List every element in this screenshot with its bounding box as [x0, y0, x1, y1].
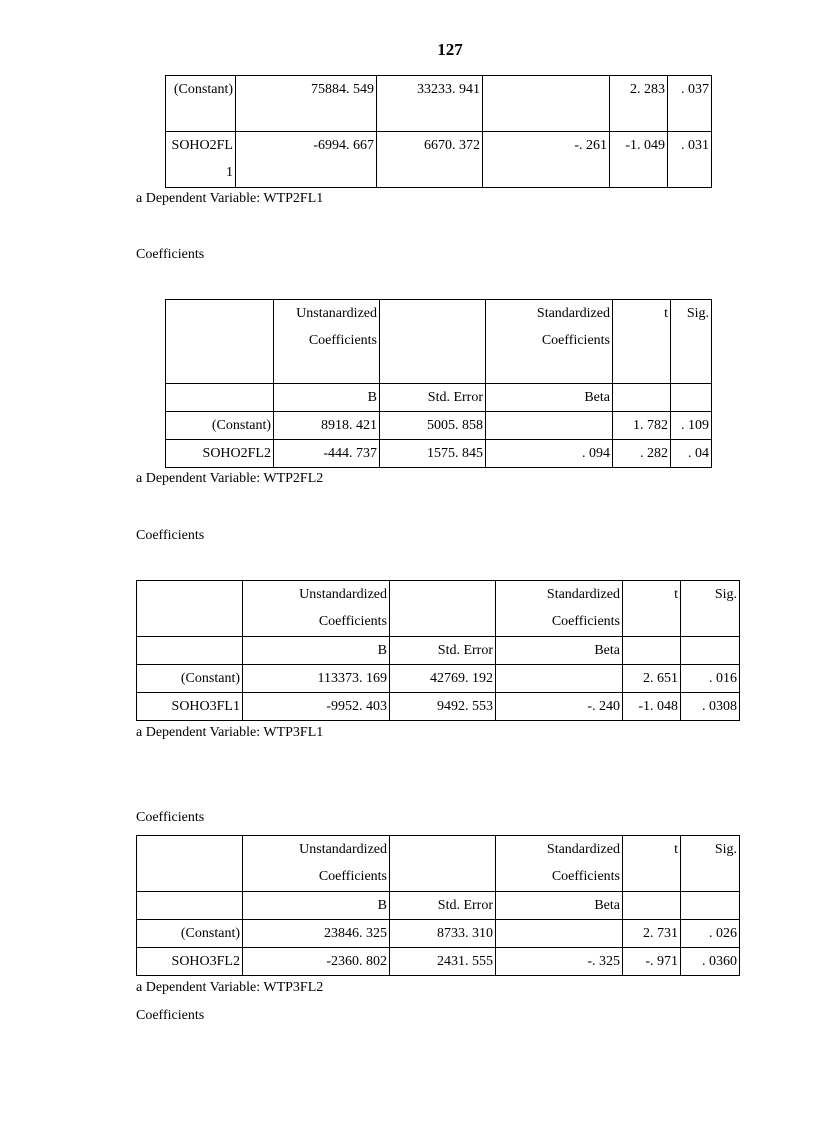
- table-row: [166, 440, 712, 468]
- header-beta: Beta: [496, 637, 623, 665]
- header-unstandardized: Unstandardized Coefficients: [243, 581, 390, 637]
- cell-b: -444. 737: [274, 440, 380, 468]
- cell-beta: -. 240: [496, 693, 623, 721]
- header-std-error: Std. Error: [390, 892, 496, 920]
- cell-sig: . 026: [681, 920, 740, 948]
- table-row: [166, 412, 712, 440]
- cell-std-error: 6670. 372: [377, 132, 483, 188]
- cell-sig: . 04: [671, 440, 712, 468]
- header-standardized: Standardized Coefficients: [496, 581, 623, 637]
- header-blank: [390, 836, 496, 892]
- header-blank: [671, 384, 712, 412]
- cell-t: . 282: [613, 440, 671, 468]
- cell-beta: [483, 76, 610, 132]
- cell-beta: [486, 412, 613, 440]
- header-blank: [613, 384, 671, 412]
- table-header-row: [166, 384, 712, 412]
- cell-b: 113373. 169: [243, 665, 390, 693]
- cell-sig: . 0308: [681, 693, 740, 721]
- row-label: (Constant): [166, 76, 236, 132]
- header-b: B: [274, 384, 380, 412]
- cell-std-error: 9492. 553: [390, 693, 496, 721]
- cell-b: -2360. 802: [243, 948, 390, 976]
- table-3-heading: Coefficients: [136, 528, 205, 543]
- table-header-row: [137, 836, 740, 892]
- coefficients-table-3: [136, 580, 740, 721]
- table-row: [166, 132, 712, 188]
- cell-std-error: 5005. 858: [380, 412, 486, 440]
- header-t: t: [623, 581, 681, 637]
- cell-sig: . 109: [671, 412, 712, 440]
- table-4-heading: Coefficients: [136, 810, 205, 825]
- header-standardized: Standardized Coefficients: [486, 300, 613, 384]
- table-row: [137, 693, 740, 721]
- table-row: [137, 920, 740, 948]
- row-label: SOHO2FL2: [166, 440, 274, 468]
- table-header-row: [137, 892, 740, 920]
- coefficients-table-4: [136, 835, 740, 976]
- header-sig: Sig.: [671, 300, 712, 384]
- row-label: SOHO2FL1: [166, 132, 236, 188]
- header-blank: [390, 581, 496, 637]
- cell-t: -1. 048: [623, 693, 681, 721]
- row-label: (Constant): [166, 412, 274, 440]
- cell-t: 2. 283: [610, 76, 668, 132]
- header-blank: [623, 637, 681, 665]
- header-sig: Sig.: [681, 581, 740, 637]
- cell-std-error: 33233. 941: [377, 76, 483, 132]
- header-unstandardized: Unstandardized Coefficients: [243, 836, 390, 892]
- header-beta: Beta: [496, 892, 623, 920]
- cell-sig: . 037: [668, 76, 712, 132]
- row-label: (Constant): [137, 920, 243, 948]
- header-std-error: Std. Error: [380, 384, 486, 412]
- table-row: [137, 948, 740, 976]
- header-blank: [137, 836, 243, 892]
- cell-b: -9952. 403: [243, 693, 390, 721]
- cell-t: -1. 049: [610, 132, 668, 188]
- cell-b: -6994. 667: [236, 132, 377, 188]
- table-2-heading: Coefficients: [136, 247, 205, 262]
- row-label: SOHO3FL2: [137, 948, 243, 976]
- table-row: [137, 665, 740, 693]
- header-sig: Sig.: [681, 836, 740, 892]
- cell-t: 2. 731: [623, 920, 681, 948]
- cell-sig: . 031: [668, 132, 712, 188]
- header-blank: [681, 637, 740, 665]
- coefficients-table-2: [165, 299, 712, 468]
- header-unstandardized: Unstanardized Coefficients: [274, 300, 380, 384]
- header-beta: Beta: [486, 384, 613, 412]
- cell-beta: -. 261: [483, 132, 610, 188]
- header-std-error: Std. Error: [390, 637, 496, 665]
- trailing-heading: Coefficients: [136, 1008, 205, 1023]
- header-b: B: [243, 637, 390, 665]
- header-blank: [681, 892, 740, 920]
- cell-std-error: 8733. 310: [390, 920, 496, 948]
- cell-beta: [496, 665, 623, 693]
- cell-t: -. 971: [623, 948, 681, 976]
- cell-sig: . 0360: [681, 948, 740, 976]
- cell-beta: -. 325: [496, 948, 623, 976]
- header-blank: [137, 892, 243, 920]
- table-header-row: [166, 300, 712, 384]
- page-number: 127: [437, 40, 463, 59]
- cell-beta: . 094: [486, 440, 613, 468]
- row-label: (Constant): [137, 665, 243, 693]
- cell-t: 2. 651: [623, 665, 681, 693]
- table-row: [166, 76, 712, 132]
- header-blank: [166, 300, 274, 384]
- table-header-row: [137, 581, 740, 637]
- cell-std-error: 42769. 192: [390, 665, 496, 693]
- header-blank: [137, 637, 243, 665]
- cell-b: 75884. 549: [236, 76, 377, 132]
- header-blank: [380, 300, 486, 384]
- header-blank: [166, 384, 274, 412]
- cell-t: 1. 782: [613, 412, 671, 440]
- table-3-footnote: a Dependent Variable: WTP3FL1: [136, 725, 324, 740]
- header-blank: [137, 581, 243, 637]
- header-t: t: [623, 836, 681, 892]
- table-header-row: [137, 637, 740, 665]
- header-b: B: [243, 892, 390, 920]
- cell-b: 23846. 325: [243, 920, 390, 948]
- row-label: SOHO3FL1: [137, 693, 243, 721]
- coefficients-table-1: [165, 75, 712, 188]
- cell-sig: . 016: [681, 665, 740, 693]
- table-4-footnote: a Dependent Variable: WTP3FL2: [136, 980, 324, 995]
- cell-beta: [496, 920, 623, 948]
- header-standardized: Standardized Coefficients: [496, 836, 623, 892]
- cell-b: 8918. 421: [274, 412, 380, 440]
- cell-std-error: 1575. 845: [380, 440, 486, 468]
- header-blank: [623, 892, 681, 920]
- header-t: t: [613, 300, 671, 384]
- table-2-footnote: a Dependent Variable: WTP2FL2: [136, 471, 324, 486]
- table-1-footnote: a Dependent Variable: WTP2FL1: [136, 191, 324, 206]
- cell-std-error: 2431. 555: [390, 948, 496, 976]
